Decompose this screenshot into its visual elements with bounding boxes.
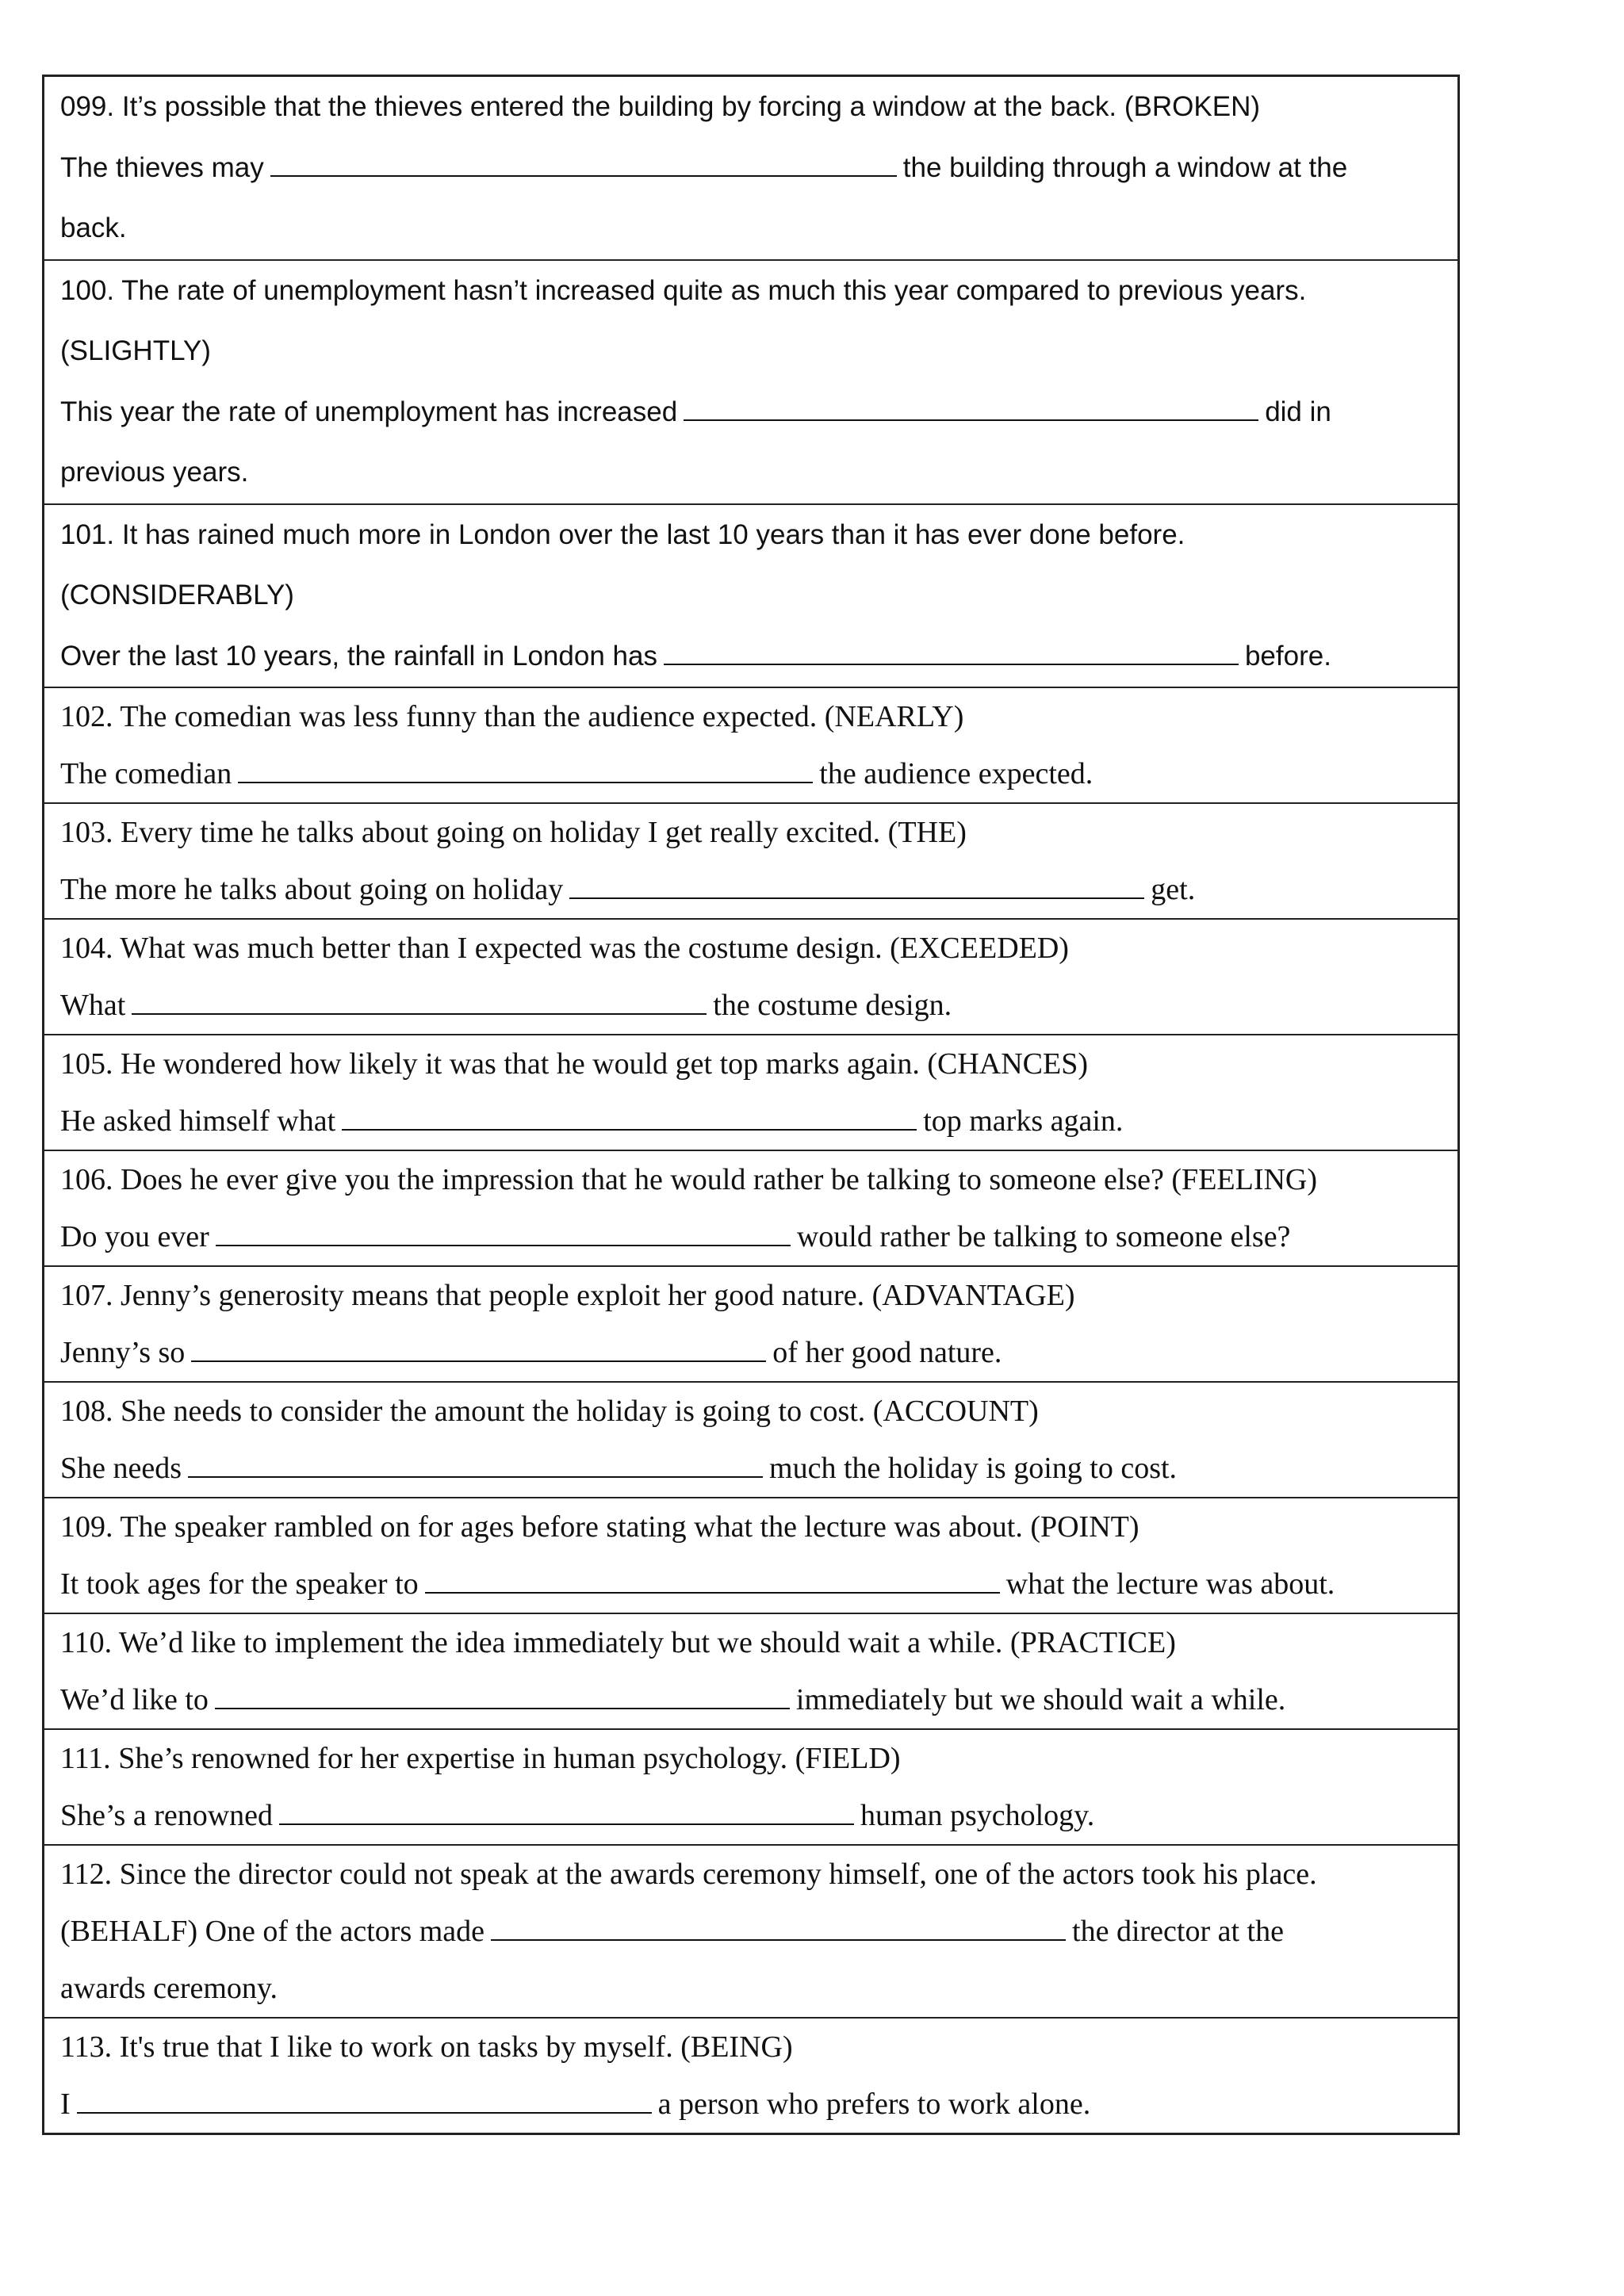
answer-tail: back. <box>60 212 127 243</box>
question-text: It has rained much more in London over the last 10 years than it has ever done before. <box>121 519 1185 550</box>
answer-prefix: She’s a renowned <box>60 1799 274 1832</box>
answer-tail: previous years. <box>60 457 249 488</box>
question-line <box>60 2019 1442 2076</box>
exercise-item-099 <box>44 77 1457 261</box>
question-line <box>60 920 1442 977</box>
exercise-item-112 <box>44 1846 1457 2019</box>
exercise-table <box>42 75 1460 2135</box>
answer-suffix: get. <box>1151 873 1196 906</box>
answer-suffix: before. <box>1244 640 1331 672</box>
keyword: (FEELING) <box>1171 1163 1318 1196</box>
answer-line <box>60 1208 1442 1265</box>
exercise-item-108 <box>44 1383 1457 1498</box>
answer-blank[interactable] <box>664 637 1239 664</box>
item-number: 106. <box>60 1163 113 1196</box>
answer-line <box>60 1556 1442 1613</box>
answer-line <box>60 1787 1442 1844</box>
question-text: The rate of unemployment hasn’t increased quite as much this year compared to previous years. <box>121 274 1307 306</box>
answer-prefix: The more he talks about going on holiday <box>60 873 564 906</box>
answer-line <box>60 1671 1442 1728</box>
answer-blank[interactable] <box>216 1216 791 1246</box>
answer-suffix: much the holiday is going to cost. <box>769 1452 1178 1485</box>
question-line <box>60 1614 1442 1671</box>
answer-line <box>60 745 1442 802</box>
exercise-item-109 <box>44 1498 1457 1614</box>
keyword: (BROKEN) <box>1124 91 1261 122</box>
answer-blank[interactable] <box>270 148 897 176</box>
question-text: She needs to consider the amount the holiday is going to cost. <box>121 1395 866 1428</box>
keyword-line <box>60 565 1442 626</box>
exercise-item-106 <box>44 1151 1457 1267</box>
exercise-item-113 <box>44 2019 1457 2133</box>
answer-suffix: the building through a window at the <box>902 151 1348 183</box>
answer-prefix: This year the rate of unemployment has increased <box>60 396 678 427</box>
answer-tail: awards ceremony. <box>60 1972 278 2005</box>
answer-suffix: did in <box>1265 396 1331 427</box>
answer-suffix: the costume design. <box>713 989 952 1022</box>
answer-continuation <box>60 198 1442 259</box>
answer-line <box>60 1093 1442 1150</box>
item-number: 109. <box>60 1510 113 1544</box>
keyword: (BEHALF) <box>60 1915 198 1948</box>
keyword: (THE) <box>887 816 967 849</box>
answer-blank[interactable] <box>238 753 813 783</box>
answer-suffix: the audience expected. <box>819 757 1094 790</box>
question-line <box>60 1151 1442 1208</box>
answer-continuation <box>60 442 1442 503</box>
question-line <box>60 1267 1442 1324</box>
question-text: Does he ever give you the impression that he would rather be talking to someone else? <box>121 1163 1164 1196</box>
answer-line <box>60 977 1442 1034</box>
item-number: 110. <box>60 1626 113 1659</box>
answer-blank[interactable] <box>279 1795 854 1825</box>
question-text: The comedian was less funny than the audience expected. <box>120 700 818 733</box>
answer-blank[interactable] <box>188 1448 763 1478</box>
answer-suffix: a person who prefers to work alone. <box>657 2087 1091 2121</box>
item-number: 107. <box>60 1279 113 1312</box>
answer-line <box>60 861 1442 918</box>
keyword: (SLIGHTLY) <box>60 335 211 366</box>
answer-blank[interactable] <box>425 1563 1000 1594</box>
answer-prefix: I <box>60 2087 71 2121</box>
keyword: (NEARLY) <box>824 700 964 733</box>
question-line <box>60 1035 1442 1093</box>
answer-blank[interactable] <box>191 1332 766 1362</box>
question-text: We’d like to implement the idea immediately but we should wait a while. <box>118 1626 1003 1659</box>
item-number: 104. <box>60 932 113 965</box>
keyword: (ACCOUNT) <box>872 1395 1039 1428</box>
keyword: (CHANCES) <box>927 1047 1089 1081</box>
answer-line <box>60 382 1442 443</box>
answer-prefix: Jenny’s so <box>60 1336 186 1369</box>
answer-blank[interactable] <box>684 392 1258 420</box>
answer-blank[interactable] <box>342 1100 917 1131</box>
exercise-item-110 <box>44 1614 1457 1730</box>
exercise-item-105 <box>44 1035 1457 1151</box>
exercise-item-102 <box>44 688 1457 804</box>
answer-blank[interactable] <box>77 2084 652 2114</box>
item-number: 103. <box>60 816 113 849</box>
answer-suffix: what the lecture was about. <box>1005 1567 1335 1601</box>
question-line <box>60 688 1442 745</box>
question-text: It’s possible that the thieves entered the building by forcing a window at the back. <box>121 91 1117 122</box>
question-text: Every time he talks about going on holiday I get really excited. <box>121 816 881 849</box>
keyword-line <box>60 321 1442 382</box>
exercise-item-107 <box>44 1267 1457 1383</box>
question-text: Since the director could not speak at the awards ceremony himself, one of the actors took his place. <box>119 1858 1317 1891</box>
question-line <box>60 1846 1442 1903</box>
question-text: What was much better than I expected was the costume design. <box>120 932 883 965</box>
keyword: (CONSIDERABLY) <box>60 580 294 610</box>
exercise-item-103 <box>44 804 1457 920</box>
answer-prefix: What <box>60 989 126 1022</box>
item-number: 105. <box>60 1047 113 1081</box>
item-number: 111. <box>60 1742 111 1775</box>
answer-line <box>60 1903 1442 1960</box>
question-text: He wondered how likely it was that he would get top marks again. <box>121 1047 920 1081</box>
question-text: Jenny’s generosity means that people exploit her good nature. <box>121 1279 865 1312</box>
answer-suffix: human psychology. <box>860 1799 1095 1832</box>
item-number: 112. <box>60 1858 113 1891</box>
answer-line <box>60 138 1442 199</box>
answer-prefix: One of the actors made <box>205 1915 485 1948</box>
keyword: (EXCEEDED) <box>890 932 1069 965</box>
answer-suffix: of her good nature. <box>772 1336 1002 1369</box>
question-line <box>60 77 1442 138</box>
answer-prefix: He asked himself what <box>60 1104 336 1138</box>
answer-line <box>60 1440 1442 1497</box>
question-line <box>60 804 1442 861</box>
answer-prefix: It took ages for the speaker to <box>60 1567 419 1601</box>
question-text: She’s renowned for her expertise in human psychology. <box>118 1742 788 1775</box>
answer-prefix: Do you ever <box>60 1220 209 1253</box>
question-line <box>60 1730 1442 1787</box>
keyword: (FIELD) <box>795 1742 901 1775</box>
answer-blank[interactable] <box>569 869 1144 899</box>
answer-suffix: would rather be talking to someone else? <box>796 1220 1291 1253</box>
answer-prefix: She needs <box>60 1452 182 1485</box>
item-number: 101. <box>60 519 115 550</box>
answer-prefix: We’d like to <box>60 1683 209 1716</box>
exercise-item-111 <box>44 1730 1457 1846</box>
item-number: 100. <box>60 274 115 306</box>
item-number: 102. <box>60 700 113 733</box>
answer-prefix: The thieves may <box>60 151 264 183</box>
answer-blank[interactable] <box>215 1679 790 1709</box>
question-line <box>60 1498 1442 1556</box>
answer-suffix: top marks again. <box>923 1104 1124 1138</box>
question-line <box>60 505 1442 566</box>
exercise-item-104 <box>44 920 1457 1035</box>
item-number: 113. <box>60 2030 113 2064</box>
exercise-item-101 <box>44 505 1457 689</box>
keyword: (POINT) <box>1030 1510 1139 1544</box>
keyword: (BEING) <box>680 2030 793 2064</box>
question-line <box>60 1383 1442 1440</box>
answer-continuation <box>60 1960 1442 2017</box>
item-number: 099. <box>60 91 115 122</box>
answer-blank[interactable] <box>491 1911 1066 1941</box>
answer-line <box>60 1324 1442 1381</box>
answer-line <box>60 626 1442 687</box>
answer-prefix: Over the last 10 years, the rainfall in London has <box>60 640 657 672</box>
item-number: 108. <box>60 1395 113 1428</box>
question-line <box>60 261 1442 322</box>
answer-blank[interactable] <box>132 985 707 1015</box>
answer-suffix: the director at the <box>1072 1915 1284 1948</box>
question-text: It's true that I like to work on tasks by myself. <box>119 2030 673 2064</box>
keyword: (PRACTICE) <box>1009 1626 1176 1659</box>
keyword: (ADVANTAGE) <box>871 1279 1075 1312</box>
exercise-item-100 <box>44 261 1457 505</box>
answer-prefix: The comedian <box>60 757 232 790</box>
question-text: The speaker rambled on for ages before stating what the lecture was about. <box>120 1510 1023 1544</box>
answer-line <box>60 2076 1442 2133</box>
answer-suffix: immediately but we should wait a while. <box>795 1683 1286 1716</box>
